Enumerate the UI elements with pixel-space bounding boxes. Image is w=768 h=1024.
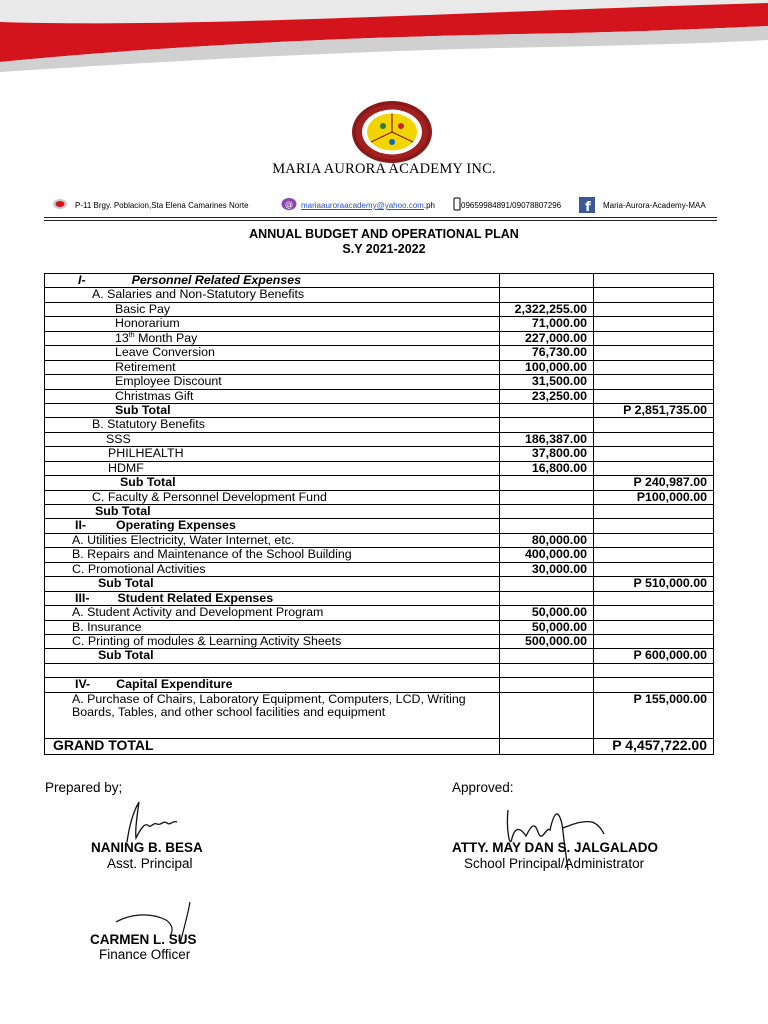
subsection-row: B. Statutory Benefits	[45, 418, 714, 432]
section-row: I- Personnel Related Expenses	[45, 274, 714, 288]
facebook-icon	[579, 197, 597, 213]
phone-icon	[453, 197, 461, 211]
grand-total-row: GRAND TOTAL P 4,457,722.00	[45, 738, 714, 754]
finance-name: CARMEN L. SUS	[90, 932, 197, 947]
address-text: P-11 Brgy. Poblacion,Sta Elena Camarines Norte	[75, 201, 249, 210]
svg-text:@: @	[285, 200, 293, 209]
school-name: MARIA AURORA ACADEMY INC.	[272, 161, 496, 177]
approved-label: Approved:	[452, 780, 514, 795]
location-icon	[52, 197, 68, 211]
preparer-name: NANING B. BESA	[91, 840, 203, 855]
header-divider	[44, 220, 717, 221]
table-row: Retirement 100,000.00	[45, 360, 714, 374]
section-row: III- Student Related Expenses	[45, 591, 714, 605]
table-row: Basic Pay 2,322,255.00	[45, 302, 714, 316]
section-row: II- Operating Expenses	[45, 519, 714, 533]
budget-table	[44, 273, 714, 755]
preparer-position: Asst. Principal	[107, 856, 193, 871]
section-row: IV- Capital Expenditure	[45, 678, 714, 692]
subsection-row: A. Salaries and Non-Statutory Benefits	[45, 288, 714, 302]
prepared-by-label: Prepared by;	[45, 780, 123, 795]
document-title: ANNUAL BUDGET AND OPERATIONAL PLAN	[249, 227, 519, 241]
header-divider	[44, 217, 717, 218]
subsection-row: C. Faculty & Personnel Development Fund P100,000.00	[45, 490, 714, 504]
contact-line	[52, 196, 722, 216]
preparer-signature	[115, 798, 185, 844]
finance-position: Finance Officer	[99, 947, 191, 962]
empty-row	[45, 663, 714, 677]
table-row: HDMF 16,800.00	[45, 461, 714, 475]
facebook-text: Maria-Aurora-Academy-MAA	[603, 201, 706, 210]
table-row: Honorarium 71,000.00	[45, 317, 714, 331]
table-row: C. Promotional Activities 30,000.00	[45, 562, 714, 576]
subtotal-row: Sub Total	[45, 505, 714, 519]
table-row: Employee Discount 31,500.00	[45, 375, 714, 389]
table-row: PHILHEALTH 37,800.00	[45, 447, 714, 461]
table-row: C. Printing of modules & Learning Activity Sheets 500,000.00	[45, 634, 714, 648]
subtotal-row: Sub Total P 510,000.00	[45, 577, 714, 591]
approver-position: School Principal/Administrator	[464, 856, 645, 871]
subtotal-row: Sub Total P 2,851,735.00	[45, 403, 714, 417]
phone-text: 09659984891/09078807296	[461, 201, 562, 210]
mail-icon	[281, 197, 297, 211]
subtotal-row: Sub Total P 600,000.00	[45, 649, 714, 663]
table-row: A. Utilities Electricity, Water Internet, etc. 80,000.00	[45, 533, 714, 547]
table-row: SSS 186,387.00	[45, 432, 714, 446]
table-row: A. Student Activity and Development Program 50,000.00	[45, 606, 714, 620]
table-row: Christmas Gift 23,250.00	[45, 389, 714, 403]
subtotal-row: Sub Total P 240,987.00	[45, 476, 714, 490]
table-row: A. Purchase of Chairs, Laboratory Equipment, Computers, LCD, Writing Boards, Tables, and other school facilities and equipment P 155,000.00	[45, 692, 714, 738]
approver-name: ATTY. MAY DAN S. JALGALADO	[452, 840, 659, 855]
school-logo	[351, 100, 433, 164]
svg-text:f: f	[585, 200, 591, 213]
email-link[interactable]: mariaauroraacademy@yahoo.com.ph	[301, 201, 435, 210]
table-row: 13th Month Pay 227,000.00	[45, 331, 714, 345]
header-banner	[0, 0, 768, 88]
table-row: B. Insurance 50,000.00	[45, 620, 714, 634]
table-row: Leave Conversion 76,730.00	[45, 346, 714, 360]
school-year: S.Y 2021-2022	[342, 242, 426, 256]
table-row: B. Repairs and Maintenance of the School Building 400,000.00	[45, 548, 714, 562]
